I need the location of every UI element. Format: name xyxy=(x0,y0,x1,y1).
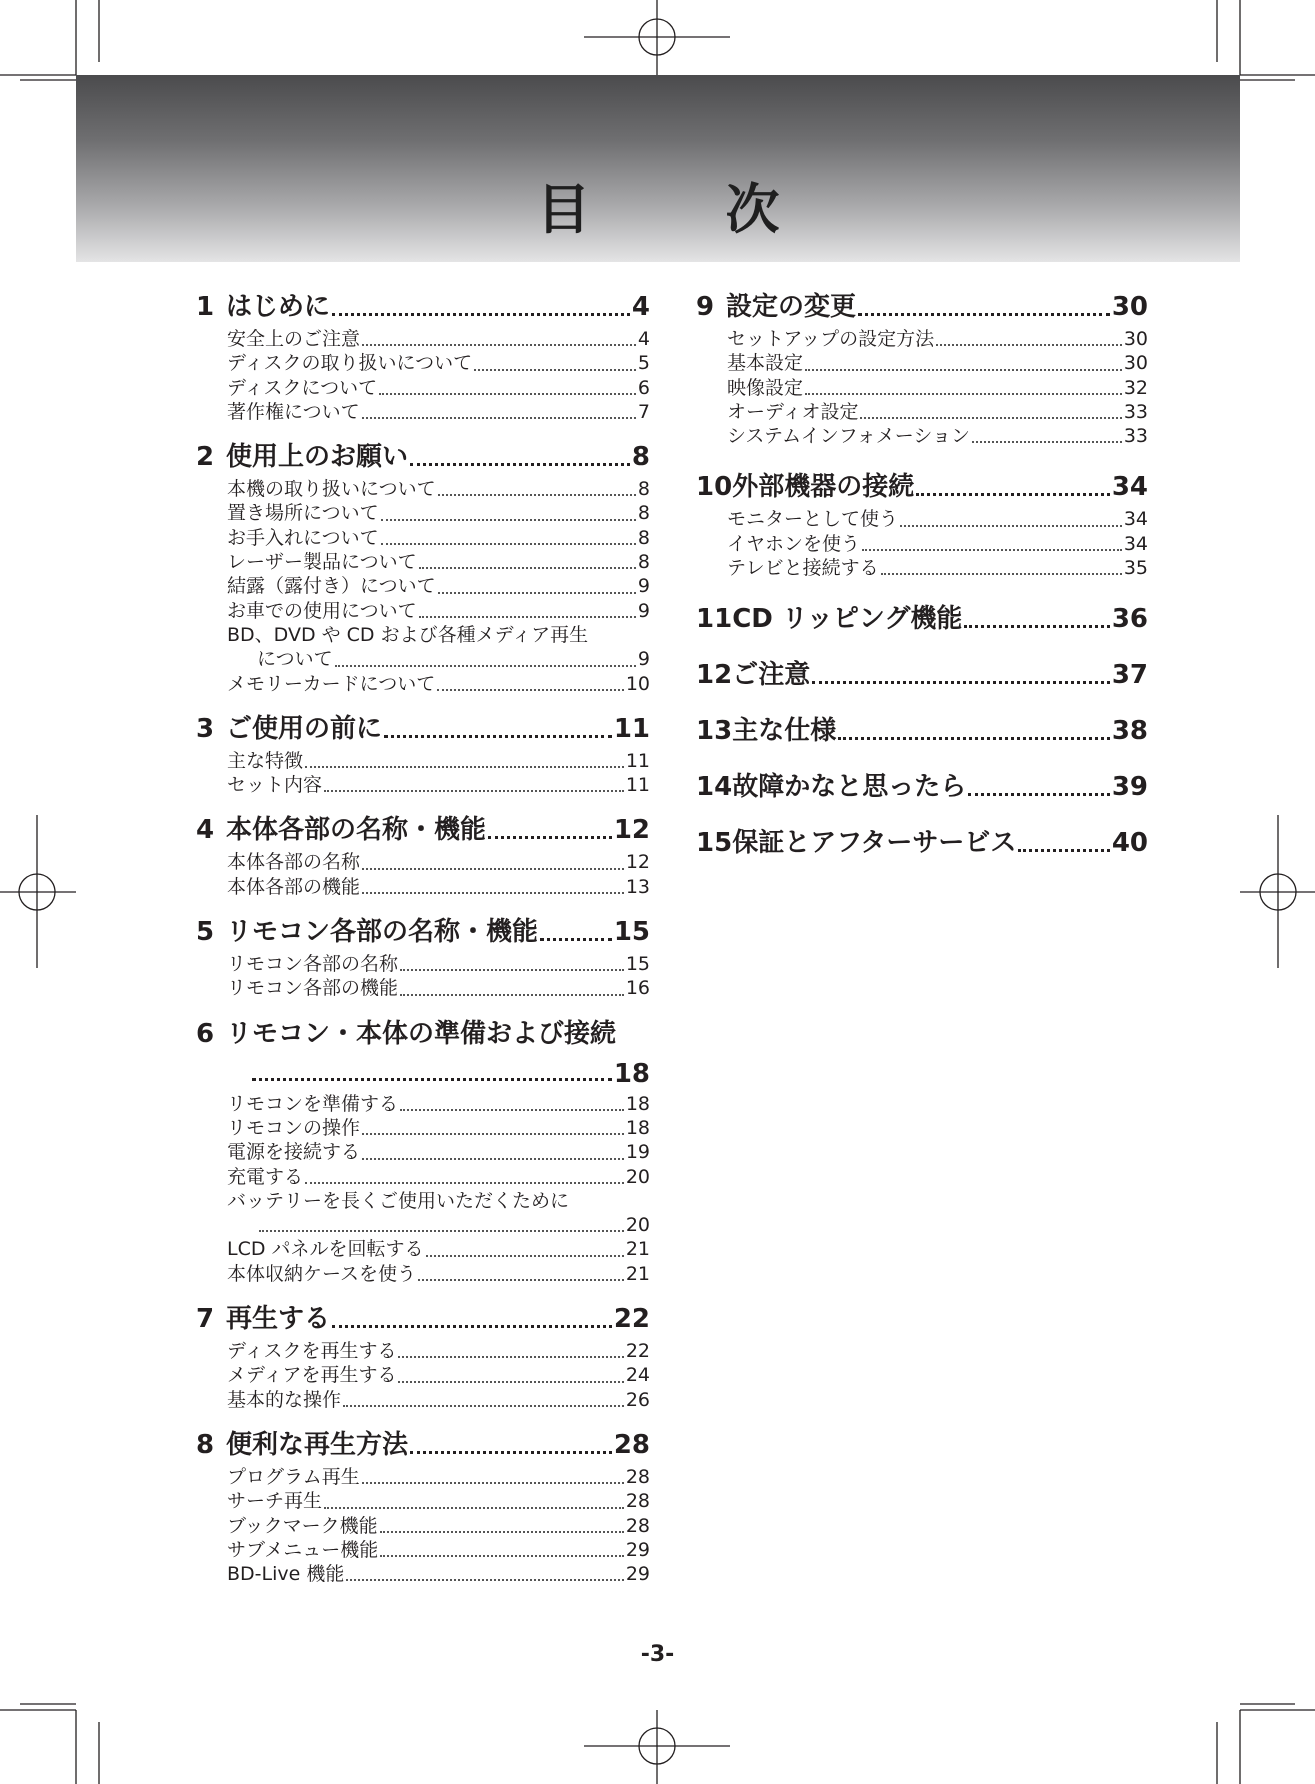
toc-item[interactable] xyxy=(227,351,650,375)
toc-item[interactable] xyxy=(227,850,650,874)
dot-leader xyxy=(379,392,636,395)
toc-item[interactable] xyxy=(727,532,1148,556)
toc-item-label-cont: について xyxy=(257,648,333,671)
toc-item-label: システムインフォメーション xyxy=(727,425,971,448)
section-number: 1 xyxy=(196,292,215,322)
toc-item[interactable] xyxy=(227,1489,650,1513)
dot-leader xyxy=(964,624,1109,628)
toc-item[interactable] xyxy=(727,400,1148,424)
section-page: 36 xyxy=(1111,604,1148,635)
dot-leader xyxy=(332,1324,612,1328)
toc-item[interactable] xyxy=(727,424,1148,448)
dot-leader xyxy=(1018,848,1109,852)
toc-item-label: 本体各部の名称 xyxy=(227,851,361,874)
toc-item[interactable] xyxy=(727,327,1148,351)
toc-item[interactable] xyxy=(227,599,650,623)
toc-item-label: 本体収納ケースを使う xyxy=(227,1262,417,1285)
toc-item[interactable] xyxy=(727,376,1148,400)
dot-leader xyxy=(437,688,624,691)
dot-leader xyxy=(812,680,1110,684)
toc-item[interactable] xyxy=(727,351,1148,375)
toc-item-page: 7 xyxy=(637,400,650,423)
dot-leader xyxy=(398,1380,623,1383)
dot-leader xyxy=(343,1404,624,1407)
dot-leader xyxy=(305,1181,624,1184)
dot-leader xyxy=(805,392,1122,395)
section-page: 34 xyxy=(1111,472,1148,503)
toc-section-heading[interactable] xyxy=(196,1302,650,1336)
toc-item-page: 8 xyxy=(637,526,650,549)
section-title: CD リッピング機能 xyxy=(732,604,963,635)
toc-item-label: BD-Live 機能 xyxy=(227,1563,345,1586)
toc-section-heading[interactable] xyxy=(196,290,650,324)
toc-item-page: 21 xyxy=(625,1238,650,1261)
toc-item[interactable] xyxy=(227,574,650,598)
section-gap xyxy=(196,696,650,712)
toc-item-label: 映像設定 xyxy=(727,376,804,399)
toc-subitems xyxy=(227,850,650,899)
section-title: 外部機器の接続 xyxy=(732,472,915,503)
toc-item-label: リモコンを準備する xyxy=(227,1092,399,1115)
dot-leader xyxy=(332,312,630,316)
section-number: 13 xyxy=(696,716,733,747)
toc-section-heading[interactable] xyxy=(196,440,650,474)
toc-section-heading[interactable] xyxy=(196,915,650,949)
toc-item-page: 34 xyxy=(1123,532,1148,555)
toc-section-heading[interactable] xyxy=(696,714,1148,748)
dot-leader xyxy=(324,1506,624,1509)
toc-subitems xyxy=(727,327,1148,448)
toc-item-label: ディスクを再生する xyxy=(227,1340,397,1363)
toc-item[interactable] xyxy=(227,477,650,501)
toc-item-label: 本機の取り扱いについて xyxy=(227,478,436,501)
toc-item-label: ディスクについて xyxy=(227,376,378,399)
toc-item-label: リモコン各部の機能 xyxy=(227,977,399,1000)
toc-item[interactable] xyxy=(227,623,650,672)
toc-section-heading[interactable] xyxy=(196,712,650,746)
section-page: 18 xyxy=(613,1058,650,1089)
section-page: 28 xyxy=(613,1429,650,1460)
toc-section xyxy=(696,692,1148,748)
toc-item-label: 充電する xyxy=(227,1165,304,1188)
toc-item[interactable] xyxy=(227,976,650,1000)
toc-item-page: 6 xyxy=(637,376,650,399)
section-gap xyxy=(696,448,1148,470)
toc-section xyxy=(196,696,650,798)
toc-item-label: 著作権について xyxy=(227,400,360,423)
section-number: 7 xyxy=(196,1304,215,1335)
dot-leader xyxy=(488,835,612,839)
section-title: 故障かなと思ったら xyxy=(732,772,967,803)
toc-item-page: 16 xyxy=(625,977,650,1000)
toc-section xyxy=(696,580,1148,636)
section-number: 2 xyxy=(196,442,215,473)
toc-item[interactable] xyxy=(227,1388,650,1412)
toc-item-page: 30 xyxy=(1123,352,1148,375)
dot-leader xyxy=(881,572,1122,575)
toc-item-leader-line xyxy=(227,647,650,671)
toc-section xyxy=(196,899,650,1001)
section-title-line xyxy=(196,1017,650,1051)
toc-item[interactable] xyxy=(227,1339,650,1363)
toc-item-page: 9 xyxy=(637,648,650,671)
dot-leader xyxy=(400,968,624,971)
toc-item[interactable] xyxy=(227,672,650,696)
section-title: 本体各部の名称・機能 xyxy=(226,815,487,846)
section-title: 便利な再生方法 xyxy=(226,1429,409,1460)
toc-item-page: 5 xyxy=(637,352,650,375)
section-title: 保証とアフターサービス xyxy=(732,828,1017,859)
section-title: 設定の変更 xyxy=(726,292,857,322)
toc-item-label: モニターとして使う xyxy=(727,508,899,531)
dot-leader xyxy=(380,1554,624,1557)
toc-item-label: レーザー製品について xyxy=(227,551,417,574)
dot-leader xyxy=(362,343,636,346)
toc-left-column xyxy=(196,290,650,1586)
toc-item-page: 8 xyxy=(637,478,650,501)
toc-section-heading[interactable] xyxy=(696,826,1148,860)
section-page: 30 xyxy=(1111,292,1148,322)
section-gap xyxy=(196,1412,650,1428)
dot-leader xyxy=(384,734,612,738)
toc-item[interactable] xyxy=(227,1465,650,1489)
section-title: ご注意 xyxy=(732,660,811,691)
toc-item[interactable] xyxy=(227,1514,650,1538)
toc-item-page: 26 xyxy=(625,1388,650,1411)
dot-leader xyxy=(305,765,624,768)
dot-leader xyxy=(362,1481,624,1484)
section-page: 12 xyxy=(613,815,650,846)
toc-section-heading[interactable] xyxy=(196,813,650,847)
toc-item-page: 29 xyxy=(625,1538,650,1561)
section-number: 4 xyxy=(196,815,215,846)
dot-leader xyxy=(419,566,636,569)
dot-leader xyxy=(400,993,624,996)
dot-leader xyxy=(362,891,624,894)
dot-leader xyxy=(968,792,1110,796)
section-page: 4 xyxy=(631,292,650,322)
toc-item-page: 35 xyxy=(1123,557,1148,580)
dot-leader xyxy=(862,548,1122,551)
toc-item-page: 21 xyxy=(625,1262,650,1285)
dot-leader xyxy=(362,1157,624,1160)
toc-item-page: 4 xyxy=(637,328,650,350)
toc-section xyxy=(196,1412,650,1586)
toc-section-heading[interactable] xyxy=(196,1017,650,1089)
toc-item-label: テレビと接続する xyxy=(727,557,879,580)
toc-subitems xyxy=(227,327,650,424)
toc-subitems xyxy=(227,749,650,798)
toc-item-label: 置き場所について xyxy=(227,502,379,525)
section-number: 5 xyxy=(196,917,215,948)
section-gap xyxy=(696,804,1148,826)
toc-section xyxy=(196,1001,650,1286)
toc-section xyxy=(196,424,650,696)
dot-leader xyxy=(858,312,1110,316)
toc-item-page: 22 xyxy=(625,1340,650,1363)
section-leader-line xyxy=(196,1055,650,1089)
section-page: 22 xyxy=(613,1304,650,1335)
toc-section xyxy=(696,804,1148,860)
toc-item-page: 29 xyxy=(625,1563,650,1586)
dot-leader xyxy=(381,518,636,521)
toc-item[interactable] xyxy=(227,1262,650,1286)
toc-item[interactable] xyxy=(227,1538,650,1562)
section-page: 40 xyxy=(1111,828,1148,859)
toc-subitems xyxy=(227,477,650,696)
section-number: 15 xyxy=(696,828,733,859)
section-number: 14 xyxy=(696,772,733,803)
section-number: 10 xyxy=(696,472,733,503)
dot-leader xyxy=(362,416,636,419)
dot-leader xyxy=(438,493,636,496)
section-title: リモコン・本体の準備および接続 xyxy=(226,1018,617,1049)
dot-leader xyxy=(381,542,636,545)
toc-item[interactable] xyxy=(227,1165,650,1189)
toc-item-page: 9 xyxy=(637,575,650,598)
dot-leader xyxy=(936,343,1122,346)
toc-item-page: 20 xyxy=(625,1214,650,1237)
toc-section-heading[interactable] xyxy=(196,1428,650,1462)
section-gap xyxy=(196,424,650,440)
section-gap xyxy=(696,692,1148,714)
dot-leader xyxy=(838,736,1110,740)
toc-item[interactable] xyxy=(227,526,650,550)
toc-item-label: リモコンの操作 xyxy=(227,1116,361,1139)
page-title: 目 次 xyxy=(536,178,820,241)
section-page: 15 xyxy=(613,917,650,948)
section-gap xyxy=(196,797,650,813)
section-gap xyxy=(696,748,1148,770)
section-page: 39 xyxy=(1111,772,1148,803)
toc-item-leader-line xyxy=(227,1213,650,1237)
dot-leader xyxy=(972,440,1122,443)
toc-item-page: 24 xyxy=(625,1364,650,1387)
toc-item-label: お手入れについて xyxy=(227,526,379,549)
toc-item-page: 28 xyxy=(625,1465,650,1488)
toc-item[interactable] xyxy=(227,1116,650,1140)
toc-item-page: 30 xyxy=(1123,328,1148,350)
section-title: ご使用の前に xyxy=(226,713,383,744)
dot-leader xyxy=(438,591,636,594)
toc-item-label: リモコン各部の名称 xyxy=(227,953,399,976)
toc-item[interactable] xyxy=(727,556,1148,580)
section-title: はじめに xyxy=(226,292,331,322)
toc-section-heading[interactable] xyxy=(696,470,1148,504)
toc-item[interactable] xyxy=(227,1140,650,1164)
section-title: 使用上のお願い xyxy=(226,442,409,473)
toc-item-page: 11 xyxy=(625,774,650,797)
dot-leader xyxy=(410,1450,612,1454)
toc-item-label: 結露（露付き）について xyxy=(227,575,436,598)
toc-item-label: セットアップの設定方法 xyxy=(727,328,935,350)
toc-item[interactable] xyxy=(227,376,650,400)
toc-item[interactable] xyxy=(227,550,650,574)
toc-item-label: イヤホンを使う xyxy=(727,532,861,555)
toc-item[interactable] xyxy=(227,1092,650,1116)
page-number: -3- xyxy=(640,1642,675,1667)
toc-item-label: プログラム再生 xyxy=(227,1465,360,1488)
dot-leader xyxy=(426,1254,624,1257)
section-gap xyxy=(696,636,1148,658)
toc-item-page: 33 xyxy=(1123,425,1148,448)
toc-item-page: 28 xyxy=(625,1514,650,1537)
toc-item-page: 9 xyxy=(637,599,650,622)
toc-section xyxy=(196,797,650,899)
toc-item[interactable] xyxy=(227,875,650,899)
dot-leader xyxy=(362,867,624,870)
section-gap xyxy=(196,1001,650,1017)
section-gap xyxy=(196,1286,650,1302)
toc-section-heading[interactable] xyxy=(696,290,1148,324)
toc-item-label: 本体各部の機能 xyxy=(227,875,361,898)
dot-leader xyxy=(418,1278,624,1281)
toc-item[interactable] xyxy=(227,400,650,424)
toc-item-page: 13 xyxy=(625,875,650,898)
toc-item-label: セット内容 xyxy=(227,774,323,797)
toc-subitems xyxy=(727,507,1148,580)
toc-section xyxy=(696,748,1148,804)
toc-item-label: メモリーカードについて xyxy=(227,672,436,695)
toc-item[interactable] xyxy=(227,1189,650,1238)
section-number: 8 xyxy=(196,1429,215,1460)
dot-leader xyxy=(474,368,636,371)
section-title: リモコン各部の名称・機能 xyxy=(226,917,539,948)
dot-leader xyxy=(335,664,636,667)
toc-section xyxy=(696,290,1148,448)
dot-leader xyxy=(346,1578,623,1581)
toc-item[interactable] xyxy=(227,1237,650,1261)
toc-item[interactable] xyxy=(727,507,1148,531)
section-page: 37 xyxy=(1111,660,1148,691)
toc-item-page: 12 xyxy=(625,851,650,874)
toc-item-label: 主な特徴 xyxy=(227,749,304,772)
section-title: 主な仕様 xyxy=(732,716,837,747)
toc-item[interactable] xyxy=(227,773,650,797)
dot-leader xyxy=(398,1355,623,1358)
dot-leader xyxy=(916,492,1110,496)
toc-item-label: 安全上のご注意 xyxy=(227,328,361,350)
dot-leader xyxy=(400,1108,624,1111)
toc-item-label: 電源を接続する xyxy=(227,1141,361,1164)
section-gap xyxy=(196,899,650,915)
toc-item-label: BD、DVD や CD および各種メディア再生 xyxy=(227,623,589,646)
toc-item-label: 基本的な操作 xyxy=(227,1388,342,1411)
dot-leader xyxy=(860,416,1121,419)
title-banner xyxy=(76,75,1240,262)
toc-right-column xyxy=(696,290,1148,860)
toc-section-heading[interactable] xyxy=(696,770,1148,804)
toc-item[interactable] xyxy=(227,1363,650,1387)
toc-item-page: 18 xyxy=(625,1116,650,1139)
toc-item-page: 28 xyxy=(625,1490,650,1513)
toc-item-label: サーチ再生 xyxy=(227,1490,323,1513)
dot-leader xyxy=(380,1530,624,1533)
toc-item-label: オーディオ設定 xyxy=(727,400,859,423)
dot-leader xyxy=(419,615,636,618)
toc-item-page: 34 xyxy=(1123,508,1148,531)
toc-item-label: 基本設定 xyxy=(727,352,804,375)
toc-item-page: 8 xyxy=(637,502,650,525)
toc-item-page: 20 xyxy=(625,1165,650,1188)
toc-item-page: 32 xyxy=(1123,376,1148,399)
toc-item[interactable] xyxy=(227,327,650,351)
toc-item-label: サブメニュー機能 xyxy=(227,1538,379,1561)
section-page: 8 xyxy=(631,442,650,473)
toc-item-page: 19 xyxy=(625,1141,650,1164)
toc-item-label: ディスクの取り扱いについて xyxy=(227,352,473,375)
section-number: 3 xyxy=(196,713,215,744)
section-page: 11 xyxy=(613,713,650,744)
toc-subitems xyxy=(227,1339,650,1412)
toc-item-label: メディアを再生する xyxy=(227,1364,397,1387)
dot-leader xyxy=(324,789,624,792)
toc-section xyxy=(196,1286,650,1412)
dot-leader xyxy=(259,1229,624,1232)
dot-leader xyxy=(540,937,612,941)
toc-item-page: 10 xyxy=(625,672,650,695)
toc-item-label: お車での使用について xyxy=(227,599,417,622)
toc-item[interactable] xyxy=(227,1562,650,1586)
section-number: 11 xyxy=(696,604,733,635)
section-title: 再生する xyxy=(226,1304,331,1335)
section-number: 12 xyxy=(696,660,733,691)
section-page: 38 xyxy=(1111,716,1148,747)
toc-item-page: 33 xyxy=(1123,400,1148,423)
dot-leader xyxy=(410,462,630,466)
dot-leader xyxy=(900,524,1122,527)
dot-leader xyxy=(805,368,1122,371)
section-gap xyxy=(696,580,1148,602)
toc-item[interactable] xyxy=(227,749,650,773)
toc-section-heading[interactable] xyxy=(696,658,1148,692)
toc-item[interactable] xyxy=(227,501,650,525)
toc-item-label: ブックマーク機能 xyxy=(227,1514,378,1537)
toc-section xyxy=(696,448,1148,580)
toc-item-page: 15 xyxy=(625,953,650,976)
toc-section xyxy=(196,290,650,424)
toc-item-label: LCD パネルを回転する xyxy=(227,1238,424,1261)
toc-subitems xyxy=(227,952,650,1001)
toc-item-page: 11 xyxy=(625,749,650,772)
section-number: 6 xyxy=(196,1018,215,1049)
toc-subitems xyxy=(227,1465,650,1586)
toc-item-page: 18 xyxy=(625,1092,650,1115)
toc-section-heading[interactable] xyxy=(696,602,1148,636)
toc-item[interactable] xyxy=(227,952,650,976)
dot-leader xyxy=(252,1077,612,1081)
toc-item-page: 8 xyxy=(637,551,650,574)
toc-section xyxy=(696,636,1148,692)
dot-leader xyxy=(362,1132,624,1135)
toc-subitems xyxy=(227,1092,650,1286)
section-number: 9 xyxy=(696,292,715,322)
toc-item-label: バッテリーを長くご使用いただくために xyxy=(227,1189,570,1212)
